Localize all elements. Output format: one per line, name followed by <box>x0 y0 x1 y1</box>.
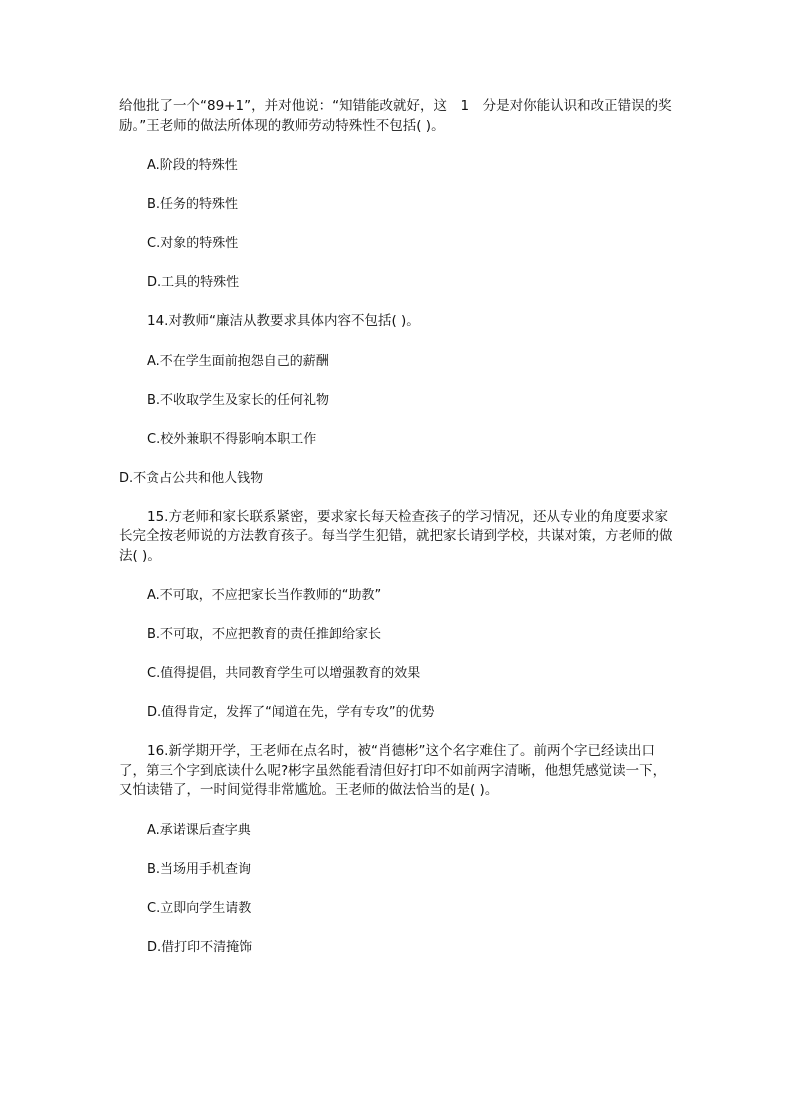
document-page <box>119 97 675 957</box>
intro-paragraph: 给他批了一个“89+1”，并对他说：“知错能改就好，这 1 分是对你能认识和改正错误的奖励。”王老师的做法所体现的教师劳动特殊性不包括( )。 <box>119 98 672 134</box>
intro-option-c: C.对象的特殊性 <box>147 236 239 251</box>
question-15-option-c: C.值得提倡，共同教育学生可以增强教育的效果 <box>147 666 421 681</box>
intro-option-d: D.工具的特殊性 <box>147 275 240 290</box>
question-16-option-c: C.立即向学生请教 <box>147 900 252 916</box>
intro-option-b: B.任务的特殊性 <box>147 197 239 212</box>
question-16-option-d: D.借打印不清掩饰 <box>147 939 253 955</box>
intro-option-a: A.阶段的特殊性 <box>147 158 238 173</box>
question-14-option-c: C.校外兼职不得影响本职工作 <box>147 431 317 447</box>
question-16-option-b: B.当场用手机查询 <box>147 861 252 877</box>
question-15-stem: 15.方老师和家长联系紧密，要求家长每天检查孩子的学习情况，还从专业的角度要求家长完全按老师说的方法教育孩子。每当学生犯错，就把家长请到学校，共谋对策，方老师的做法( )。 <box>119 508 673 564</box>
question-14-option-b: B.不收取学生及家长的任何礼物 <box>147 392 330 408</box>
question-14-option-d: D.不贪占公共和他人钱物 <box>119 470 264 486</box>
question-16-stem: 16.新学期开学，王老师在点名时，被“肖德彬”这个名字难住了。前两个字已经读出口了，第三个字到底读什么呢?彬字虽然能看清但好打印不如前两字清晰，他想凭感觉读一下，又怕读错了，一时间觉得非常尴尬。王老师的做法恰当的是( )。 <box>119 743 667 798</box>
question-16-option-a: A.承诺课后查字典 <box>147 822 251 838</box>
question-14-stem: 14.对教师“廉洁从教要求具体内容不包括( )。 <box>147 313 420 329</box>
question-15-option-b: B.不可取，不应把教育的责任推卸给家长 <box>147 627 382 642</box>
question-15-option-d: D.值得肯定，发挥了“闻道在先，学有专攻”的优势 <box>147 705 435 720</box>
question-14-option-a: A.不在学生面前抱怨自己的薪酬 <box>147 353 329 369</box>
question-15-option-a: A.不可取，不应把家长当作教师的“助教” <box>147 588 382 603</box>
